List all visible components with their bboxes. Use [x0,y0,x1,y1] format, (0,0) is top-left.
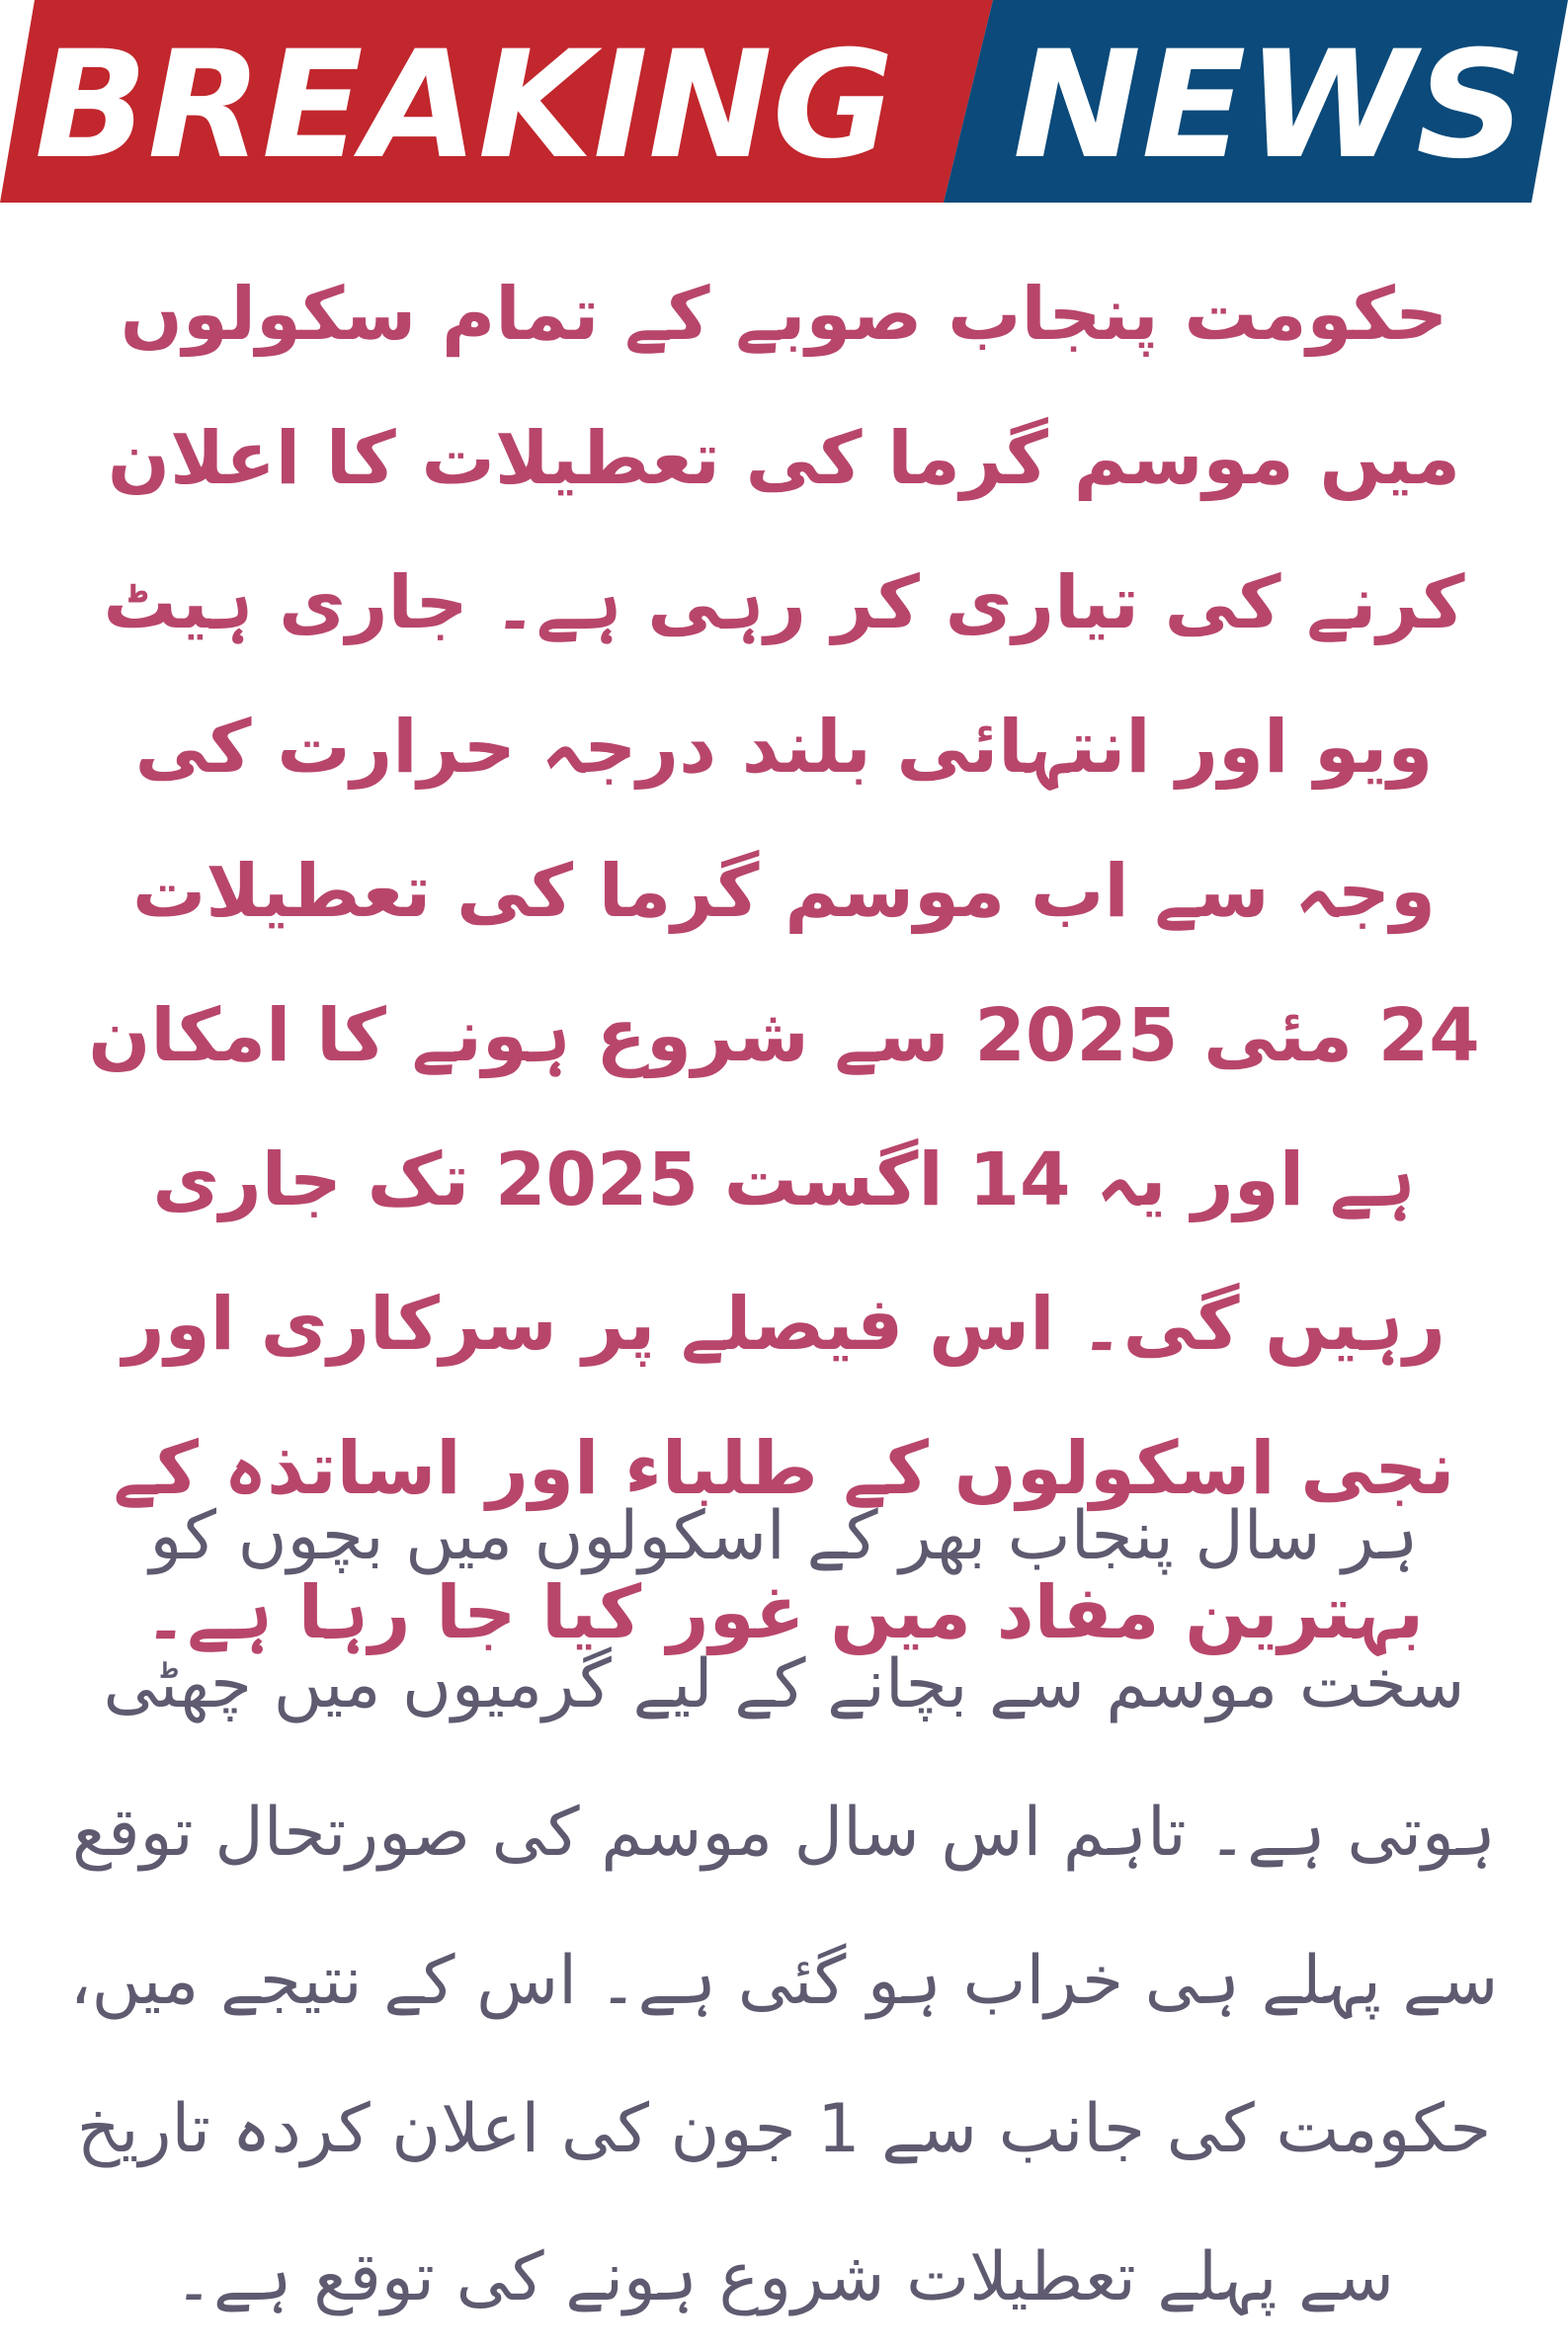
banner-word-breaking: BREAKING [35,20,894,192]
banner-word-news: NEWS [1013,20,1527,192]
banner-graphic [0,0,1568,203]
article-paragraph-1: حکومت پنجاب صوبے کے تمام سکولوں میں موسم گرما کی تعطیلات کا اعلان کرنے کی تیاری کر رہی ہے۔ جاری ہیٹ ویو اور انتہائی بلند درجہ حرارت کی وجہ سے اب موسم گرما کی تعطیلات 24 مئی 2025 سے شروع ہونے کا امکان ہے اور یہ 14 اگست 2025 تک جاری رہیں گی۔ اس فیصلے پر سرکاری اور نجی اسکولوں کے طلباء اور اساتذہ کے بہترین مفاد میں غور کیا جا رہا ہے۔ [88,272,1480,1655]
article-paragraph-2: ہر سال پنجاب بھر کے اسکولوں میں بچوں کو سخت موسم سے بچانے کے لیے گرمیوں میں چھٹی ہوتی ہے۔ تاہم اس سال موسم کی صورتحال توقع سے پہلے ہی خراب ہو گئی ہے۔ اس کے نتیجے میں، حکومت کی جانب سے 1 جون کی اعلان کردہ تاریخ سے پہلے تعطیلات شروع ہونے کی توقع ہے۔ [69,1497,1499,2316]
breaking-news-banner [0,0,1568,203]
